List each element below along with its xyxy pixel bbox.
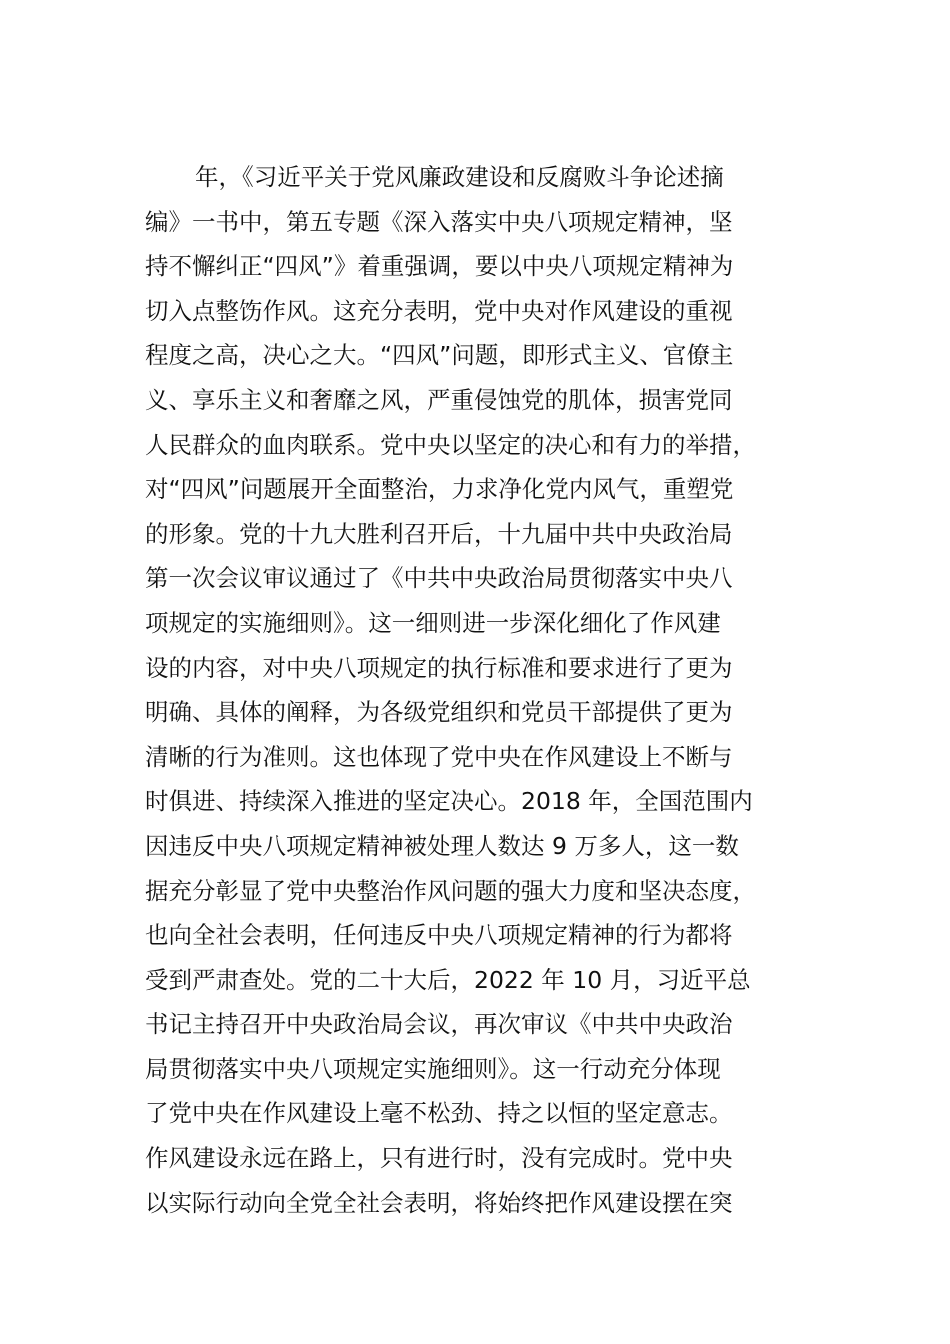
text-line: 作风建设永远在路上，只有进行时，没有完成时。党中央 — [145, 1144, 733, 1173]
text-line: 编》一书中，第五专题《深入落实中央八项规定精神，坚 — [145, 207, 733, 236]
text-line: 局贯彻落实中央八项规定实施细则》。这一行动充分体现 — [145, 1054, 721, 1083]
text-line: 年，《习近平关于党风廉政建设和反腐败斗争论述摘 — [195, 163, 724, 191]
text-line: 义、享乐主义和奢靡之风，严重侵蚀党的肌体，损害党同 — [145, 385, 733, 414]
text-line: 据充分彰显了党中央整治作风问题的强大力度和坚决态度， — [145, 876, 756, 905]
text-line: 清晰的行为准则。这也体现了党中央在作风建设上不断与 — [145, 742, 733, 771]
text-line: 的形象。党的十九大胜利召开后，十九届中共中央政治局 — [145, 519, 733, 548]
text-line: 时俱进、持续深入推进的坚定决心。2018 年，全国范围内 — [145, 787, 753, 816]
text-line: 因违反中央八项规定精神被处理人数达 9 万多人，这一数 — [145, 831, 739, 860]
text-line: 设的内容，对中央八项规定的执行标准和要求进行了更为 — [145, 653, 733, 682]
text-line: 程度之高，决心之大。“四风”问题，即形式主义、官僚主 — [145, 341, 734, 370]
text-line: 人民群众的血肉联系。党中央以坚定的决心和有力的举措， — [145, 430, 756, 459]
text-line: 持不懈纠正“四风”》着重强调，要以中央八项规定精神为 — [145, 252, 734, 281]
text-line: 也向全社会表明，任何违反中央八项规定精神的行为都将 — [145, 921, 733, 950]
text-line: 对“四风”问题展开全面整治，力求净化党内风气，重塑党 — [145, 475, 734, 504]
text-line: 了党中央在作风建设上毫不松劲、持之以恒的坚定意志。 — [145, 1099, 733, 1128]
text-line: 受到严肃查处。党的二十大后，2022 年 10 月，习近平总 — [145, 965, 751, 994]
text-line: 明确、具体的阐释，为各级党组织和党员干部提供了更为 — [145, 698, 733, 727]
text-line: 以实际行动向全党全社会表明，将始终把作风建设摆在突 — [145, 1188, 733, 1217]
body-paragraph — [145, 155, 825, 1225]
text-line: 书记主持召开中央政治局会议，再次审议《中共中央政治 — [145, 1010, 733, 1039]
text-line: 切入点整饬作风。这充分表明，党中央对作风建设的重视 — [145, 296, 733, 325]
text-line: 项规定的实施细则》。这一细则进一步深化细化了作风建 — [145, 608, 721, 637]
text-line: 第一次会议审议通过了《中共中央政治局贯彻落实中央八 — [145, 564, 733, 593]
